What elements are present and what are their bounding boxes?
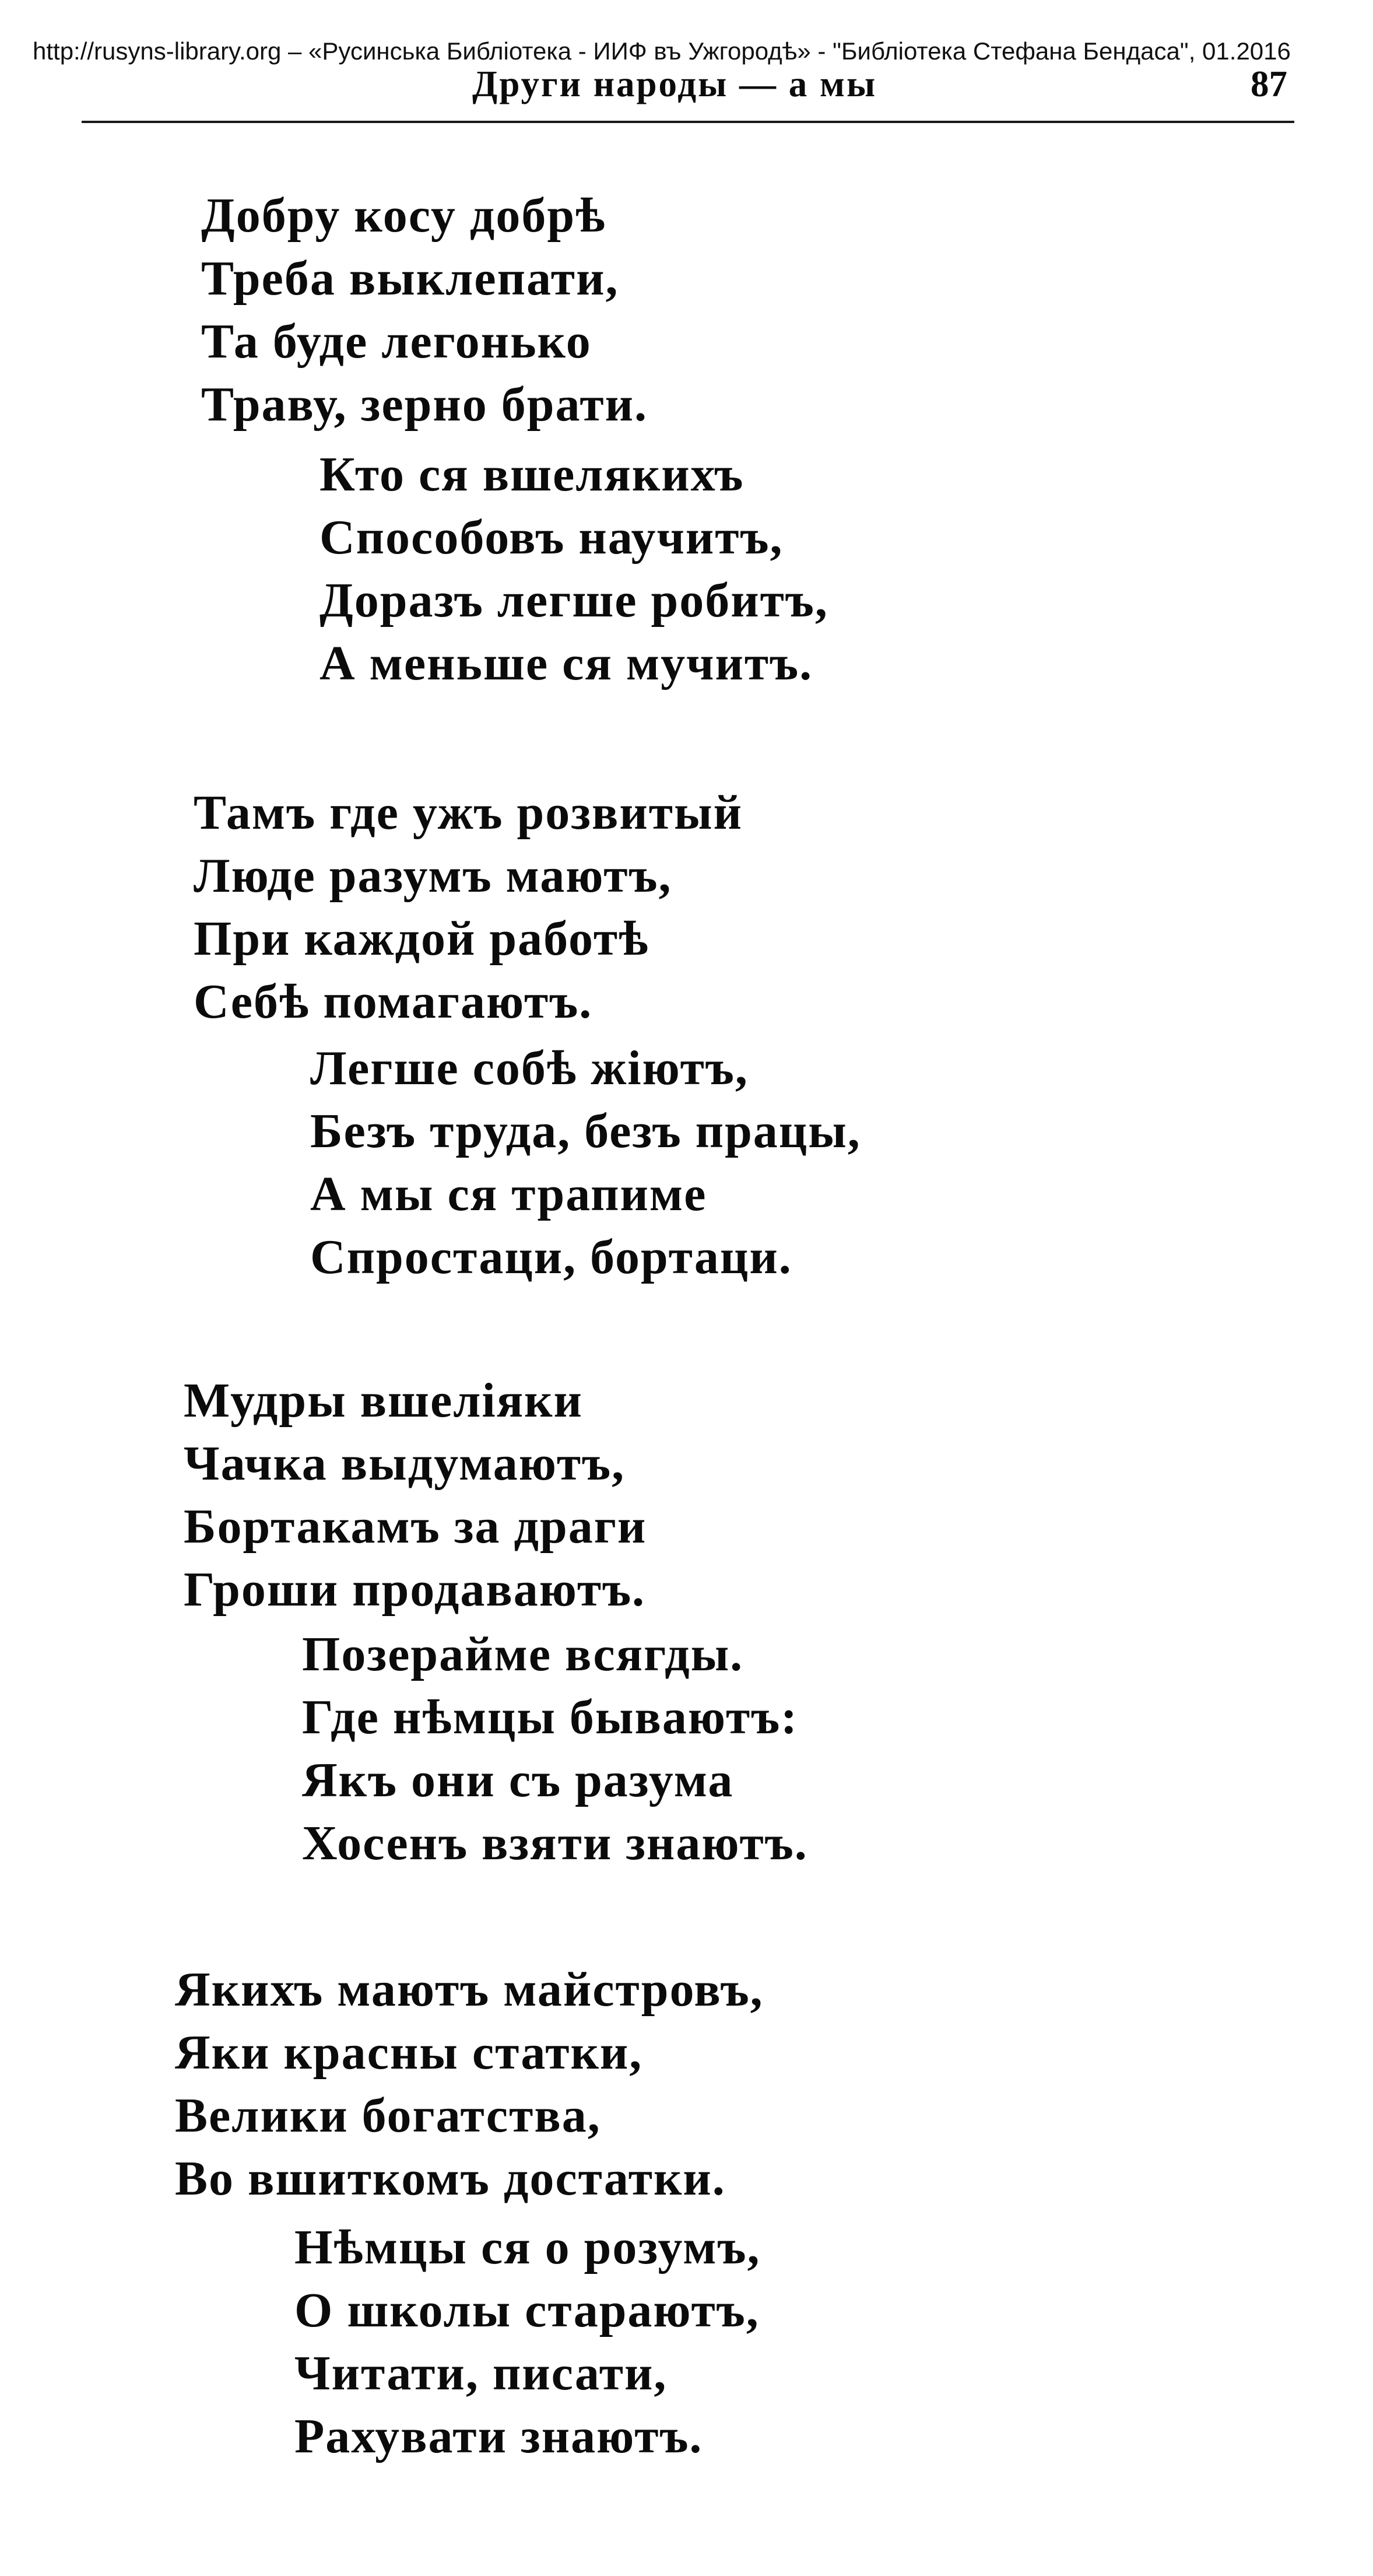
poem-line: О школы стараютъ, [294,2283,760,2337]
poem-line: Тамъ где ужъ розвитый [194,786,743,840]
page-number: 87 [1251,64,1287,104]
stanza-7 [175,1958,764,2210]
poem-line: Чачка выдумаютъ, [184,1436,626,1491]
poem-line: Яки красны статки, [175,2025,643,2080]
poem-line: Гроши продаваютъ. [184,1562,646,1617]
poem-line: Спростаци, бортаци. [310,1230,792,1284]
poem-line: Позерайме всягды. [302,1627,744,1681]
poem-line: Добру косу добрѣ [201,188,606,243]
poem-line: Траву, зерно брати. [201,377,648,432]
stanza-2 [319,443,828,695]
poem-line: Безъ труда, безъ працы, [310,1104,861,1158]
poem-line: Доразъ легше робитъ, [319,573,828,628]
poem-line: Велики богатства, [175,2088,601,2143]
poem-line: Во вшиткомъ достатки. [175,2151,726,2206]
poem-line: Бортакамъ за драги [184,1499,647,1554]
running-title: Други народы — а мы [472,64,877,104]
poem-line: Якихъ маютъ майстровъ, [175,1962,764,2017]
poem-line: Где нѣмцы бываютъ: [302,1690,799,1744]
poem-line: Способовъ научитъ, [319,510,784,565]
stanza-1 [201,184,648,436]
poem-line: Мудры вшелiяки [184,1373,583,1428]
poem-line: Треба выклепати, [201,251,619,306]
header-rule [82,121,1294,123]
poem-line: Люде разумъ маютъ, [194,849,672,903]
poem-line: Рахувати знаютъ. [294,2409,703,2463]
poem-line: Легше собѣ жiютъ, [310,1041,749,1095]
poem-line: Нѣмцы ся о розумъ, [294,2220,761,2274]
poem-line: А мы ся трапиме [310,1167,707,1221]
poem-line: Та буде легонько [201,314,592,369]
source-line: http://rusyns-library.org – «Русинська Библiотека - ИИФ въ Ужгородѣ» - "Библiотека Стефана Бендаса", 01.2016 [33,37,1291,65]
stanza-3 [194,781,743,1033]
stanza-5 [184,1369,647,1621]
poem-line: А меньше ся мучитъ. [319,636,813,691]
stanza-6 [302,1623,808,1875]
poem-line: При каждой работѣ [194,912,649,966]
stanza-8 [294,2216,760,2468]
poem-line: Себѣ помагаютъ. [194,975,593,1029]
stanza-4 [310,1037,861,1289]
poem-line: Кто ся вшелякихъ [319,447,745,502]
poem-line: Читати, писати, [294,2346,668,2400]
poem-line: Якъ они съ разума [302,1753,734,1807]
poem-line: Хосенъ взяти знаютъ. [302,1816,808,1870]
